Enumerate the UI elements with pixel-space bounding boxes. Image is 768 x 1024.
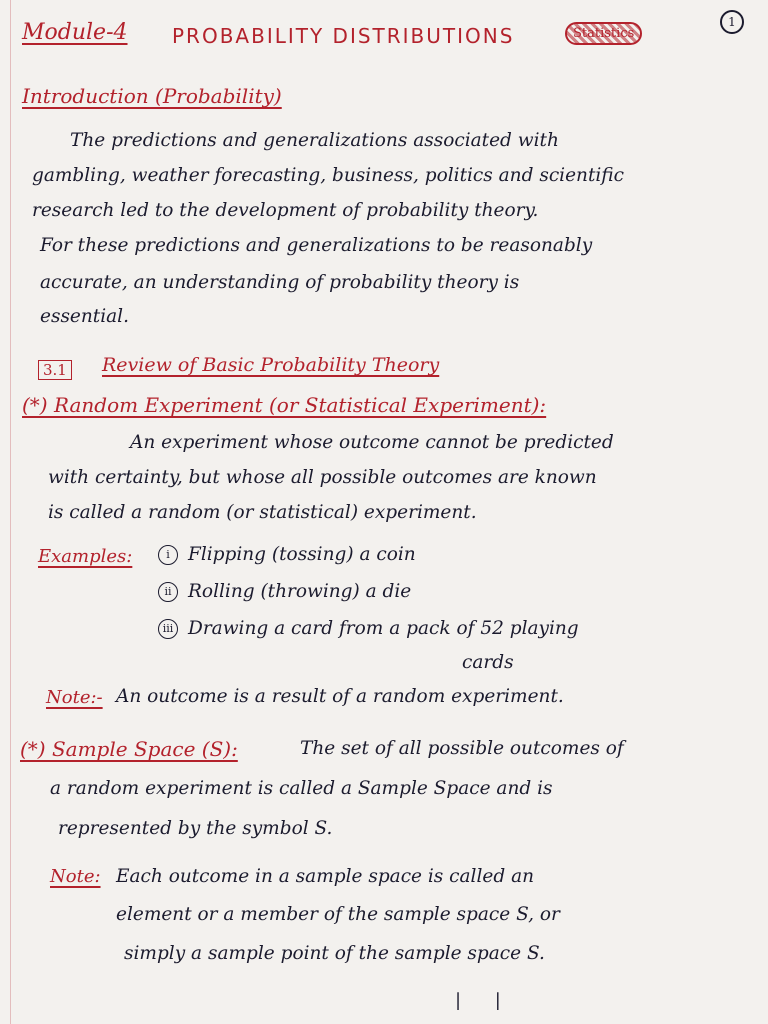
definition-line: The set of all possible outcomes of xyxy=(300,738,624,759)
module-title: Module-4 xyxy=(22,20,128,45)
example-number: i xyxy=(158,545,178,565)
note-text: An outcome is a result of a random experiment. xyxy=(116,686,564,707)
note-line: Each outcome in a sample space is called an xyxy=(116,866,535,887)
random-experiment-heading: (*) Random Experiment (or Statistical Experiment): xyxy=(22,393,547,417)
footer-marks: | | xyxy=(455,990,515,1011)
intro-line: accurate, an understanding of probability theory is xyxy=(40,272,520,293)
examples-label: Examples: xyxy=(38,546,133,567)
example-text: Drawing a card from a pack of 52 playing xyxy=(188,618,579,639)
scribbled-stamp: Statistics xyxy=(565,22,642,45)
example-text: Flipping (tossing) a coin xyxy=(188,544,416,565)
intro-line: essential. xyxy=(40,306,129,327)
section-heading: Review of Basic Probability Theory xyxy=(102,354,440,376)
intro-heading: Introduction (Probability) xyxy=(22,84,282,108)
example-item xyxy=(158,581,411,602)
example-number: ii xyxy=(158,582,178,602)
note-label: Note:- xyxy=(46,687,103,708)
definition-line: with certainty, but whose all possible outcomes are known xyxy=(48,467,597,488)
page-title: PROBABILITY DISTRIBUTIONS xyxy=(172,24,515,48)
definition-line: a random experiment is called a Sample Space and is xyxy=(50,778,553,799)
intro-line: The predictions and generalizations associated with xyxy=(70,130,559,151)
note-line: element or a member of the sample space S, or xyxy=(116,904,560,925)
section-number: 3.1 xyxy=(38,360,72,380)
definition-line: An experiment whose outcome cannot be predicted xyxy=(130,432,614,453)
intro-line: research led to the development of probability theory. xyxy=(32,200,539,221)
example-continuation: cards xyxy=(462,652,514,673)
example-number: iii xyxy=(158,619,178,639)
example-item xyxy=(158,544,416,565)
intro-line: gambling, weather forecasting, business, politics and scientific xyxy=(32,165,625,186)
definition-line: is called a random (or statistical) experiment. xyxy=(48,502,477,523)
sample-space-heading: (*) Sample Space (S): xyxy=(20,737,238,761)
margin-line xyxy=(10,0,11,1024)
note-line: simply a sample point of the sample space S. xyxy=(124,943,545,964)
example-text: Rolling (throwing) a die xyxy=(188,581,412,602)
intro-line: For these predictions and generalizations to be reasonably xyxy=(40,235,593,256)
definition-line: represented by the symbol S. xyxy=(58,818,333,839)
example-item xyxy=(158,618,579,639)
note-label: Note: xyxy=(50,866,101,887)
page-number: 1 xyxy=(720,10,744,34)
